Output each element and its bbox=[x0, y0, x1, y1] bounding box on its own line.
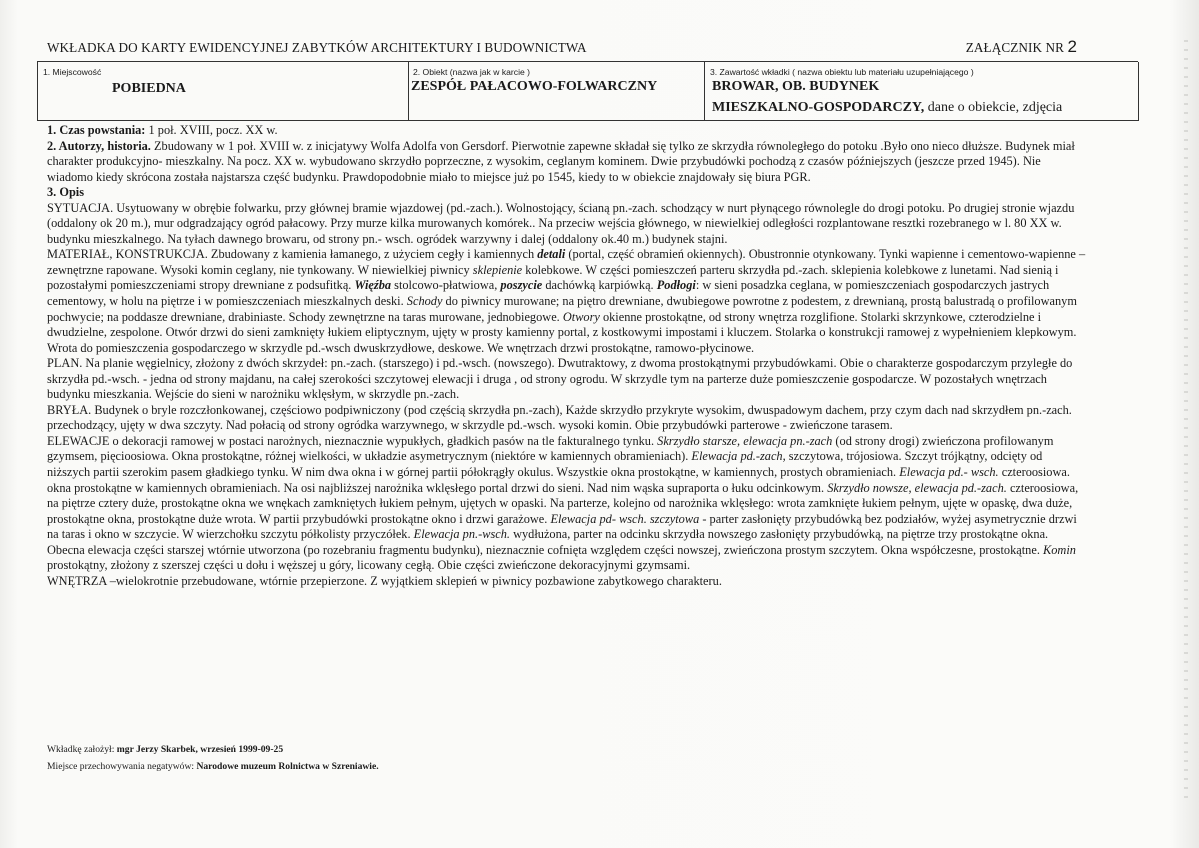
attachment-number: ZAŁĄCZNIK NR 2 bbox=[965, 37, 1077, 56]
paragraph-bryla: BRYŁA. Budynek o bryle rozczłonkowanej, częściowo podpiwniczony (pod częścią skrzydła pn.-zach), Każde skrzydło przykryte wysokim, dwuspadowym dachem, przy czym dach nad skrzydłem pn.-zach. przechodzący, ujęty w dwa szczyty. Nad połacią od strony ogródka warzywnego, w skrzydle pd.-wsch. wysoki komin. Obie przybudówki parterowe - zwieńczone tarasem. bbox=[47, 402, 1072, 433]
document-header bbox=[47, 37, 1077, 56]
paragraph-material: MATERIAŁ, KONSTRUKCJA. Zbudowany z kamienia łamanego, z użyciem cegły i kamiennych detali (portal, część obramień okiennych). Obustronnie otynkowany. Tynki wapienne i cementowo-wapienne – zewnętrzne rapowane. Wysoki komin ceglany, nie tynkowany. W niewielkiej piwnicy sklepienie kolebkowe. W części pomieszczeń parteru skrzydła pd.-zach. sklepienia kolebkowe z lunetami. Nad sienią i pozostałymi pomieszczeniami stropy drewniane z podsufitką. Więźba stolcowo-płatwiowa, poszycie dachówką karpiówką. Podłogi: w sieni posadzka ceglana, w pomieszczeniach gospodarczych jastrych cementowy, w holu na piętrze i w pomieszczeniach mieszkalnych deski. Schody do piwnicy murowane; na piętro drewniane, dwubiegowe powrotne z podestem, z drewnianą, prostą balustradą o profilowanym pochwycie; na poddasze drewniane, drabiniaste. Schody zewnętrzne na taras murowane, jednobiegowe. Otwory okienne prostokątne, od strony wnętrza rozglifione. Stolarki skrzynkowe, czterodzielne i dwudzielne, zespolone. Otwór drzwi do sieni zamknięty łukiem eliptycznym, ujęty w prosty kamienny portal, z kostkowymi impostami i kluczem. Stolarka o konstrukcji ramowej z wypełnieniem klepkowym. Wrota do pomieszczenia gospodarczego w skrzydle pd.-wsch dwuskrzydłowe, deskowe. We wnętrzach drzwi prostokątne, ramowo-płycinowe. bbox=[47, 247, 1086, 355]
field-locality-value: POBIEDNA bbox=[112, 81, 186, 96]
document-body bbox=[47, 123, 1087, 589]
field-locality-label: 1. Miejscowość bbox=[43, 67, 102, 77]
document-footer bbox=[47, 741, 379, 775]
field-object-value: ZESPÓŁ PAŁACOWO-FOLWARCZNY bbox=[411, 79, 658, 94]
field-locality bbox=[37, 62, 409, 121]
field-contents-value-line2: MIESZKALNO-GOSPODARCZY, dane o obiekcie, zdjęcia bbox=[712, 100, 1063, 115]
field-contents bbox=[705, 62, 1139, 121]
field-object-label: 2. Obiekt (nazwa jak w karcie ) bbox=[413, 67, 531, 77]
storage-line: Miejsce przechowywania negatywów: Narodowe muzeum Rolnictwa w Szreniawie. bbox=[47, 761, 379, 772]
field-contents-label: 3. Zawartość wkładki ( nazwa obiektu lub materiału uzupełniającego ) bbox=[710, 67, 974, 77]
section-date: 1. Czas powstania: 1 poł. XVIII, pocz. XX w. bbox=[47, 123, 278, 137]
paragraph-sytuacja: SYTUACJA. Usytuowany w obrębie folwarku, przy głównej bramie wjazdowej (pd.-zach.). Wolnostojący, ścianą pn.-zach. schodzący w nurt płynącego równolegle do drogi potoku. Po drugiej stronie wjazdu (oddalony ok 20 m.), mur odgradzający ogród pałacowy. Przy murze kilka murowanych komórek.. Na przeciw wejścia głównego, w niewielkiej odległości rozplantowane resztki rozebranego w l. 80 XX w. budynku mieszkalnego. Na tyłach dawnego browaru, od strony pn.- wsch. ogródek warzywny i dalej (oddalony ok.40 m.) budynek stajni. bbox=[47, 200, 1075, 246]
field-contents-value-line1: BROWAR, OB. BUDYNEK bbox=[712, 79, 880, 94]
document-title: WKŁADKA DO KARTY EWIDENCYJNEJ ZABYTKÓW ARCHITEKTURY I BUDOWNICTWA bbox=[47, 40, 587, 55]
author-line: Wkładkę założył: mgr Jerzy Skarbek, wrzesień 1999-09-25 bbox=[47, 744, 284, 755]
paragraph-wnetrza: WNĘTRZA –wielokrotnie przebudowane, wtórnie przepierzone. Z wyjątkiem sklepień w piwnicy pozbawione zabytkowego charakteru. bbox=[47, 573, 722, 588]
field-object bbox=[408, 62, 705, 121]
punch-hole-marks bbox=[1184, 40, 1188, 800]
section-description-heading: 3. Opis bbox=[47, 185, 85, 200]
section-history: 2. Autorzy, historia. Zbudowany w 1 poł. XVIII w. z inicjatywy Wolfa Adolfa von Gersdorf. Pierwotnie zapewne składał się tylko ze skrzydła równoległego do potoku .Było ono nieco dłuższe. Budynek miał charakter produkcyjno- mieszkalny. Na pocz. XX w. wybudowano skrzydło poprzeczne, z wysokim, ceglanym kominem. Dwie przybudówki pochodzą z czasów późniejszych (jeszcze przed 1945). Nie wiadomo kiedy skrócona została najstarsza część budynku. Prawdopodobnie miało to miejsce już po 1545, kiedy to w obiekcie znajdowały się biura PGR. bbox=[47, 138, 1075, 184]
paragraph-elewacje: ELEWACJE o dekoracji ramowej w postaci narożnych, nieznacznie wypukłych, gładkich pasów na tle fakturalnego tynku. Skrzydło starsze, elewacja pn.-zach (od strony drogi) zwieńczona profilowanym gzymsem, pięcioosiowa. Okna prostokątne, różnej wielkości, w układzie asymetrycznym (niektóre w kamiennych obramieniach). Elewacja pd.-zach, szczytowa, trójosiowa. Szczyt trójkątny, odcięty od niższych partii szerokim pasem gładkiego tynku. W nim dwa okna i w górnej partii półokrągły okulus. Wszystkie okna prostokątne, w kamiennych, prostych obramieniach. Elewacja pd.- wsch. czteroosiowa. okna prostokątne w kamiennych obramieniach. Na osi najbliższej narożnika wklęsłego portal drzwi do sieni. Nad nim wąska supraporta o łuku odcinkowym. Skrzydło nowsze, elewacja pd.-zach. czteroosiowa, na piętrze cztery duże, prostokątne okna we wnękach zamkniętych łukiem pełnym, ujętych w opaski. Na parterze, kolejno od narożnika wklęsłego: wrota zamknięte łukiem pełnym, ujęte w opaskę, dwa duże, prostokątne okna, prostokątne duże wrota. W partii przybudówki prostokątne okno i drzwi garażowe. Elewacja pd- wsch. szczytowa - parter zasłonięty przybudówką bez podziałów, wyżej asymetrycznie drzwi na taras i okno w szczycie. W wierzchołku szczytu półkolisty przyczółek. Elewacja pn.-wsch. wydłużona, parter na odcinku skrzydła nowszego zasłonięty przybudówką, na piętrze trzy prostokątne okna. Obecna elewacja części starszej wtórnie utworzona (po rozebraniu fragmentu budynku), nieznacznie cofnięta względem części nowszej, zwieńczona prostym szczytem. Okna współczesne, prostokątne. Komin prostokątny, złożony z szerszej części u dołu i węższej u góry, licowany cegłą. Obie części zwieńczone dekoracyjnymi gzymsami. bbox=[47, 433, 1079, 573]
paragraph-plan: PLAN. Na planie węgielnicy, złożony z dwóch skrzydeł: pn.-zach. (starszego) i pd.-wsch. (nowszego). Dwutraktowy, z dwoma prostokątnymi przybudówkami. Obie o charakterze gospodarczym przyległe do skrzydła pd.-wsch. - jedna od strony majdanu, na całej szerokości szczytowej elewacji i druga , od strony ogrodu. W skrzydle tym na parterze duże pomieszczenie gospodarcze. W pozostałych wnętrzach budynku mieszkania. Wejście do sieni w narożniku wklęsłym, w skrzydle pn.-zach. bbox=[47, 356, 1073, 402]
